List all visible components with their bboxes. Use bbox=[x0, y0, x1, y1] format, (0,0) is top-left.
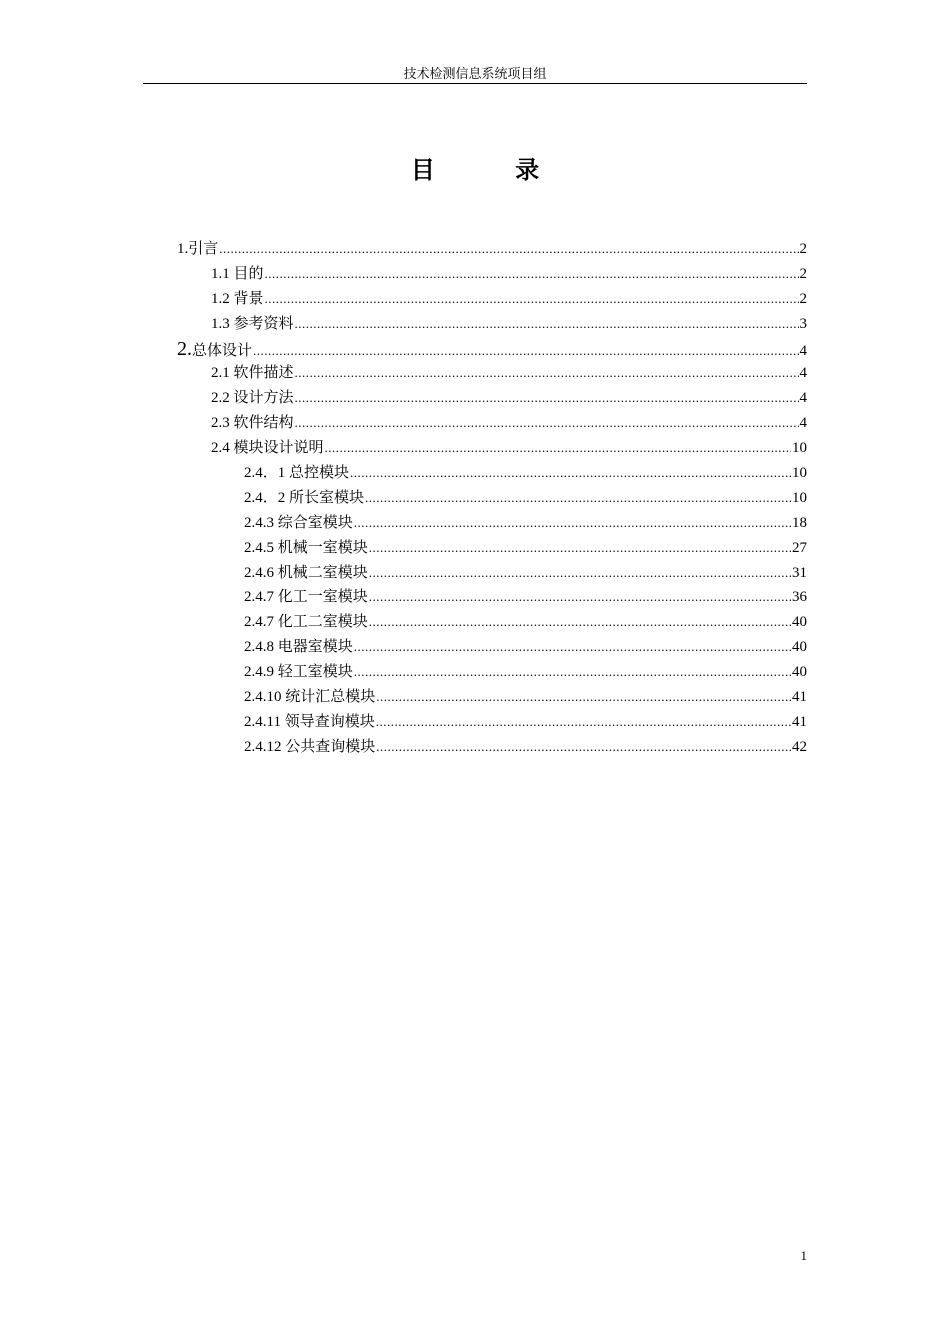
toc-entry-label: 设计方法 bbox=[233, 390, 294, 407]
toc-entry-label: 参考资料 bbox=[233, 315, 294, 332]
toc-entry-number: 2.1 bbox=[211, 365, 234, 382]
toc-page-number: 4 bbox=[799, 365, 807, 382]
page-number: 1 bbox=[800, 1248, 807, 1263]
toc-page-number: 2 bbox=[799, 241, 807, 257]
toc-dot-leader bbox=[365, 486, 791, 511]
toc-entry-number: 2.4.10 bbox=[244, 689, 286, 706]
toc-entry-text bbox=[244, 685, 375, 710]
toc-entry[interactable] bbox=[177, 610, 807, 635]
toc-dot-leader bbox=[265, 262, 799, 287]
toc-dot-leader bbox=[376, 685, 791, 710]
toc-entry-text bbox=[211, 411, 294, 436]
toc-entry-number: 2.4.9 bbox=[244, 664, 278, 681]
toc-entry-text bbox=[244, 461, 349, 486]
toc-entry[interactable] bbox=[177, 461, 807, 486]
toc-dot-leader bbox=[369, 536, 791, 561]
toc-entry-label: 总控模块 bbox=[289, 465, 350, 482]
toc-entry[interactable] bbox=[177, 660, 807, 685]
toc-entry[interactable] bbox=[177, 237, 807, 262]
toc-entry-text bbox=[177, 237, 218, 262]
toc-dot-leader bbox=[295, 312, 799, 337]
toc-entry-label: 化工二室模块 bbox=[277, 614, 368, 631]
toc-entry[interactable] bbox=[177, 411, 807, 436]
toc-dot-leader bbox=[369, 610, 791, 635]
page-header: 技术检测信息系统项目组 bbox=[403, 66, 547, 81]
toc-entry[interactable] bbox=[177, 287, 807, 312]
toc-page-number: 2 bbox=[799, 290, 807, 307]
toc-dot-leader bbox=[369, 585, 791, 610]
toc-page-number: 4 bbox=[799, 342, 807, 359]
toc-entry-label: 引言 bbox=[188, 241, 219, 257]
toc-entry[interactable] bbox=[177, 735, 807, 760]
toc-entry-label: 综合室模块 bbox=[277, 514, 353, 531]
toc-dot-leader bbox=[376, 710, 791, 735]
toc-page-number: 10 bbox=[792, 489, 807, 506]
toc-entry-number: 2.4.5 bbox=[244, 539, 278, 556]
toc-entry[interactable] bbox=[177, 710, 807, 735]
toc-entry-text bbox=[244, 486, 364, 511]
toc-dot-leader bbox=[219, 237, 798, 262]
toc-entry-text bbox=[211, 312, 294, 337]
toc-entry-number: 2.4．1 bbox=[244, 465, 290, 482]
toc-entry-number: 2.4.6 bbox=[244, 564, 278, 581]
toc-entry-label: 机械二室模块 bbox=[277, 564, 368, 581]
toc-entry-text bbox=[244, 710, 375, 735]
toc-entry[interactable] bbox=[177, 511, 807, 536]
toc-entry-number: 1.1 bbox=[211, 265, 234, 282]
toc-page-number: 40 bbox=[792, 614, 807, 631]
toc-page-number: 27 bbox=[792, 539, 807, 556]
toc-entry-text bbox=[211, 386, 294, 411]
toc-page-number: 40 bbox=[792, 639, 807, 656]
toc-dot-leader bbox=[325, 436, 791, 461]
toc-page-number: 40 bbox=[792, 664, 807, 681]
toc-entry-text bbox=[244, 660, 353, 685]
toc-entry-label: 目的 bbox=[233, 265, 264, 282]
toc-page-number: 10 bbox=[792, 465, 807, 482]
toc-page-number: 31 bbox=[792, 564, 807, 581]
toc-page-number: 10 bbox=[792, 440, 807, 457]
toc-entry-text bbox=[211, 287, 264, 312]
toc-entry-text bbox=[244, 585, 368, 610]
toc-title: 目 录 bbox=[410, 156, 576, 184]
toc-entry-text bbox=[211, 361, 294, 386]
toc-dot-leader bbox=[295, 386, 799, 411]
toc-entry-number: 1.2 bbox=[211, 290, 234, 307]
toc-entry[interactable] bbox=[177, 312, 807, 337]
toc-entry-label: 总体设计 bbox=[192, 342, 253, 359]
toc-entry-label: 领导查询模块 bbox=[284, 713, 375, 730]
toc-entry-label: 电器室模块 bbox=[277, 639, 353, 656]
toc-entry-number: 2.4.7 bbox=[244, 589, 278, 606]
table-of-contents bbox=[177, 237, 807, 760]
toc-page-number: 2 bbox=[799, 265, 807, 282]
toc-dot-leader bbox=[369, 561, 791, 586]
toc-entry-label: 化工一室模块 bbox=[277, 589, 368, 606]
toc-entry[interactable] bbox=[177, 386, 807, 411]
toc-entry-number: 2.4．2 bbox=[244, 489, 290, 506]
toc-dot-leader bbox=[354, 635, 791, 660]
toc-dot-leader bbox=[354, 511, 791, 536]
toc-page-number: 3 bbox=[799, 315, 807, 332]
toc-entry-number: 2.4.12 bbox=[244, 738, 286, 755]
toc-entry-text bbox=[244, 561, 368, 586]
toc-entry-number: 2.4.11 bbox=[244, 713, 285, 730]
toc-dot-leader bbox=[295, 411, 799, 436]
toc-entry-label: 背景 bbox=[233, 290, 264, 307]
toc-entry-number: 2.4.3 bbox=[244, 514, 278, 531]
toc-entry-label: 软件结构 bbox=[233, 415, 294, 432]
toc-entry-text bbox=[211, 436, 324, 461]
toc-entry-label: 机械一室模块 bbox=[277, 539, 368, 556]
toc-entry-label: 统计汇总模块 bbox=[285, 689, 376, 706]
toc-page-number: 36 bbox=[792, 589, 807, 606]
toc-entry[interactable] bbox=[177, 635, 807, 660]
toc-entry-number: 2.3 bbox=[211, 415, 234, 432]
header-divider bbox=[143, 83, 807, 84]
toc-page-number: 4 bbox=[799, 415, 807, 432]
toc-page-number: 41 bbox=[792, 713, 807, 730]
toc-page-number: 4 bbox=[799, 390, 807, 407]
toc-entry[interactable] bbox=[177, 361, 807, 386]
toc-entry-label: 软件描述 bbox=[233, 365, 294, 382]
toc-dot-leader bbox=[376, 735, 791, 760]
toc-entry-label: 模块设计说明 bbox=[233, 440, 324, 457]
toc-page-number: 42 bbox=[792, 738, 807, 755]
toc-page-number: 18 bbox=[792, 514, 807, 531]
toc-dot-leader bbox=[354, 660, 791, 685]
toc-entry-text bbox=[244, 735, 375, 760]
toc-entry-number: 1. bbox=[177, 241, 189, 257]
toc-entry[interactable] bbox=[177, 436, 807, 461]
toc-entry[interactable] bbox=[177, 536, 807, 561]
toc-entry-text bbox=[244, 610, 368, 635]
toc-dot-leader bbox=[350, 461, 791, 486]
toc-entry[interactable] bbox=[177, 337, 807, 362]
toc-entry-label: 轻工室模块 bbox=[277, 664, 353, 681]
toc-entry[interactable] bbox=[177, 262, 807, 287]
toc-entry-text bbox=[177, 337, 252, 364]
toc-entry-text bbox=[211, 262, 264, 287]
toc-page-number: 41 bbox=[792, 689, 807, 706]
toc-entry[interactable] bbox=[177, 685, 807, 710]
toc-dot-leader bbox=[265, 287, 799, 312]
toc-entry[interactable] bbox=[177, 585, 807, 610]
toc-entry-number: 1.3 bbox=[211, 315, 234, 332]
toc-entry-number: 2.4 bbox=[211, 440, 234, 457]
toc-entry[interactable] bbox=[177, 561, 807, 586]
toc-dot-leader bbox=[253, 339, 798, 364]
toc-entry-number: 2. bbox=[177, 337, 192, 360]
toc-entry-text bbox=[244, 635, 353, 660]
toc-entry-label: 所长室模块 bbox=[289, 489, 365, 506]
toc-entry-number: 2.4.7 bbox=[244, 614, 278, 631]
toc-entry-text bbox=[244, 511, 353, 536]
toc-entry[interactable] bbox=[177, 486, 807, 511]
toc-entry-number: 2.4.8 bbox=[244, 639, 278, 656]
toc-entry-label: 公共查询模块 bbox=[285, 738, 376, 755]
toc-dot-leader bbox=[295, 361, 799, 386]
toc-entry-number: 2.2 bbox=[211, 390, 234, 407]
toc-entry-text bbox=[244, 536, 368, 561]
